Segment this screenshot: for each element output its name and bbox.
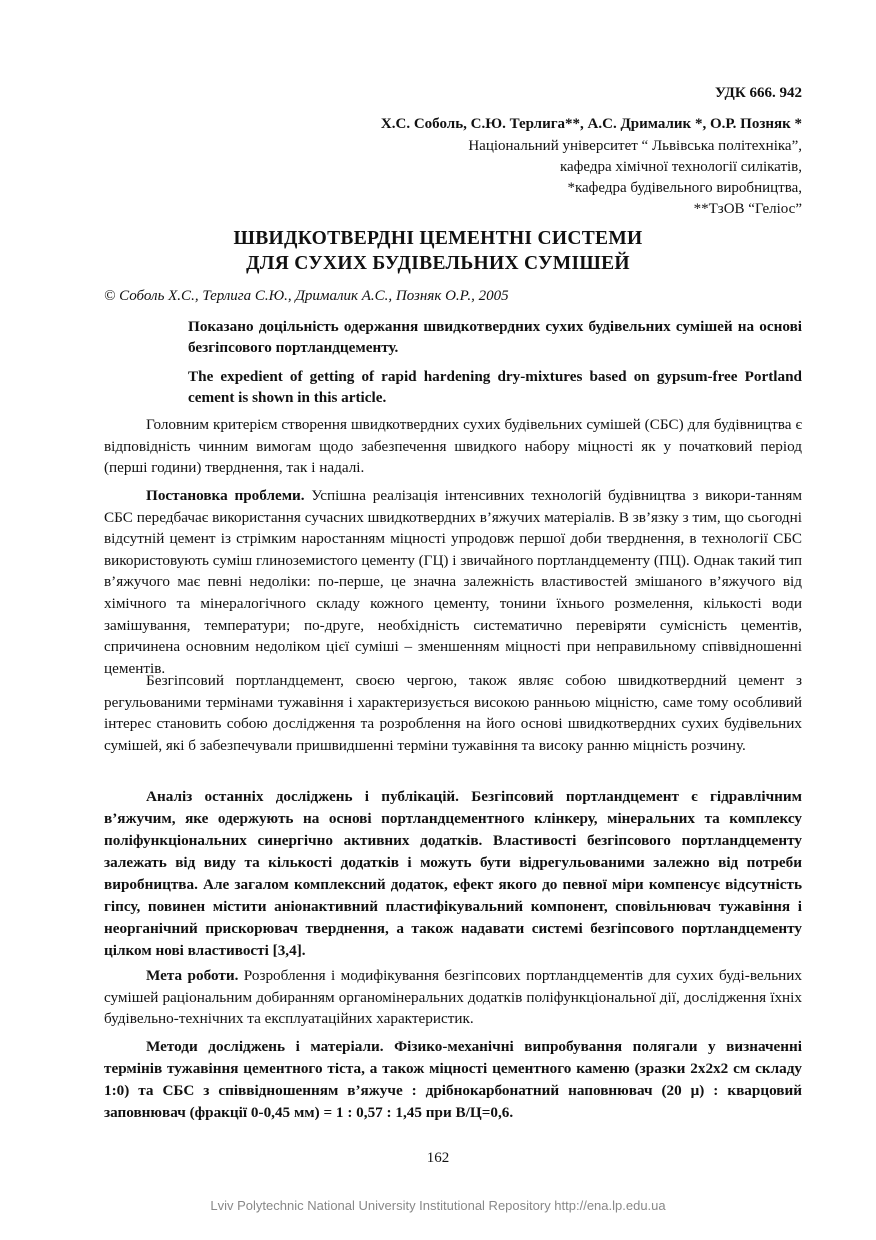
paragraph-gypsumfree	[104, 670, 802, 756]
affiliation-line: **ТзОВ “Геліос”	[693, 201, 802, 217]
gypsumfree-text: Безгіпсовий портландцемент, своєю чергою, також являє собою швидкотвердний цемент з регульованими термінами тужавіння і характеризується високою ранньою міцністю, саме тому особливий інтерес становить собою дослідження та розроблення на його основі швидкотвердних сухих будівельних сумішей, які б забезпечували пришвидшенні терміни тужавіння та високу ранню міцність розчину.	[104, 672, 802, 754]
paragraph-problem	[104, 485, 802, 679]
abstract-en	[146, 366, 802, 408]
affiliation-line: Національний університет “ Львівська політехніка”,	[468, 138, 802, 154]
analysis-heading: Аналіз останніх досліджень і публікацій.	[146, 788, 459, 805]
problem-heading: Постановка проблеми.	[146, 487, 305, 504]
abstract-en-text: The expedient of getting of rapid hardening dry-mixtures based on gypsum-free Portland cement is shown in this article.	[188, 368, 802, 406]
title-line-1: ШВИДКОТВЕРДНІ ЦЕМЕНТНІ СИСТЕМИ	[233, 228, 643, 249]
affiliation-line: кафедра хімічної технології силікатів,	[559, 159, 802, 175]
copyright: © Соболь Х.С., Терлига С.Ю., Дрималик А.С., Позняк О.Р., 2005	[104, 288, 509, 304]
goal-text: Розроблення і модифікування безгіпсових портландцементів для сухих буді-вельних сумішей раціональним добиранням органомінеральних додатків поліфункціональної дії, дослідження їхніх будівельно-технічних та експлуатаційних характеристик.	[104, 967, 802, 1028]
paper-title	[0, 226, 876, 276]
abstract-ua	[146, 316, 802, 358]
authors: Х.С. Соболь, С.Ю. Терлига**, А.С. Дрималик *, О.Р. Позняк *	[380, 116, 802, 132]
goal-heading: Мета роботи.	[146, 967, 239, 984]
page-number: 162	[426, 1150, 450, 1166]
paragraph-intro	[104, 414, 802, 479]
methods-text: Фізико-механічні випробування полягали у визначенні термінів тужавіння цементного тіста, а також міцності цементного каменю (зразки 2х2х2 см складу 1:0) та СБС з співвідношенням в’яжуче : дрібнокарбонатний наповнювач (20 μ) : кварцовий заповнювач (фракції 0-0,45 мм) = 1 : 0,57 : 1,45 при В/Ц=0,6.	[104, 1038, 803, 1121]
paragraph-goal	[104, 965, 802, 1030]
affiliation-line: *кафедра будівельного виробництва,	[567, 180, 802, 196]
intro-text: Головним критерієм створення швидкотвердних сухих будівельних сумішей (СБС) для будівництва є відповідність чинним вимогам щодо забезпечення швидкого набору міцності як у початковий період (перші години) тверднення, так і надалі.	[104, 416, 802, 477]
title-line-2: ДЛЯ СУХИХ БУДІВЕЛЬНИХ СУМІШЕЙ	[246, 253, 630, 274]
repository-footer: Lviv Polytechnic National University Institutional Repository http://ena.lp.edu.ua	[210, 1198, 666, 1213]
paragraph-analysis	[104, 786, 802, 962]
abstract-ua-text: Показано доцільність одержання швидкотвердних сухих будівельних сумішей на основі безгіпсового портландцементу.	[188, 318, 802, 356]
methods-heading: Методи досліджень і матеріали.	[146, 1038, 384, 1055]
paragraph-methods	[104, 1036, 802, 1124]
udk-code: УДК 666. 942	[715, 85, 802, 101]
problem-text: Успішна реалізація інтенсивних технологій будівництва з викори-танням СБС передбачає використання сучасних швидкотвердних в’яжучих матеріалів. В зв’язку з тим, що сьогодні відсутній цемент із стрімким наростанням міцності упродовж першої доби тверднення, в технології СБС використовують суміш глиноземистого цементу (ГЦ) і звичайного портландцементу (ПЦ). Однак такий тип в’яжучого має певні недоліки: по-перше, це значна залежність властивостей змішаного в’яжучого від хімічного та мінералогічного складу кожного цементу, тонини їхнього розмелення, кількості води замішування, температури; по-друге, необхідність систематично перевіряти сумісність цементів, спричинена основним недоліком цієї суміші – зменшенням міцності при неправильному співвідношенні цементів.	[104, 487, 802, 677]
affiliations	[468, 136, 802, 220]
analysis-text: Безгіпсовий портландцемент є гідравлічним в’яжучим, яке одержують на основі портландцементного клінкеру, мінеральних та комплексу поліфункціональних синергічно активних додатків. Властивості безгіпсового портландцементу залежать від виду та кількості додатків і можуть бути відрегульованими залежно від потреби виробництва. Але загалом комплексний додаток, ефект якого до певної міри компенсує відсутність гіпсу, повинен містити аніонактивний пластифікувальний компонент, сповільнювач тужавіння і неорганічний прискорювач тверднення, а також надавати системі безгіпсового портландцементу цілком нові властивості [3,4].	[104, 788, 802, 959]
